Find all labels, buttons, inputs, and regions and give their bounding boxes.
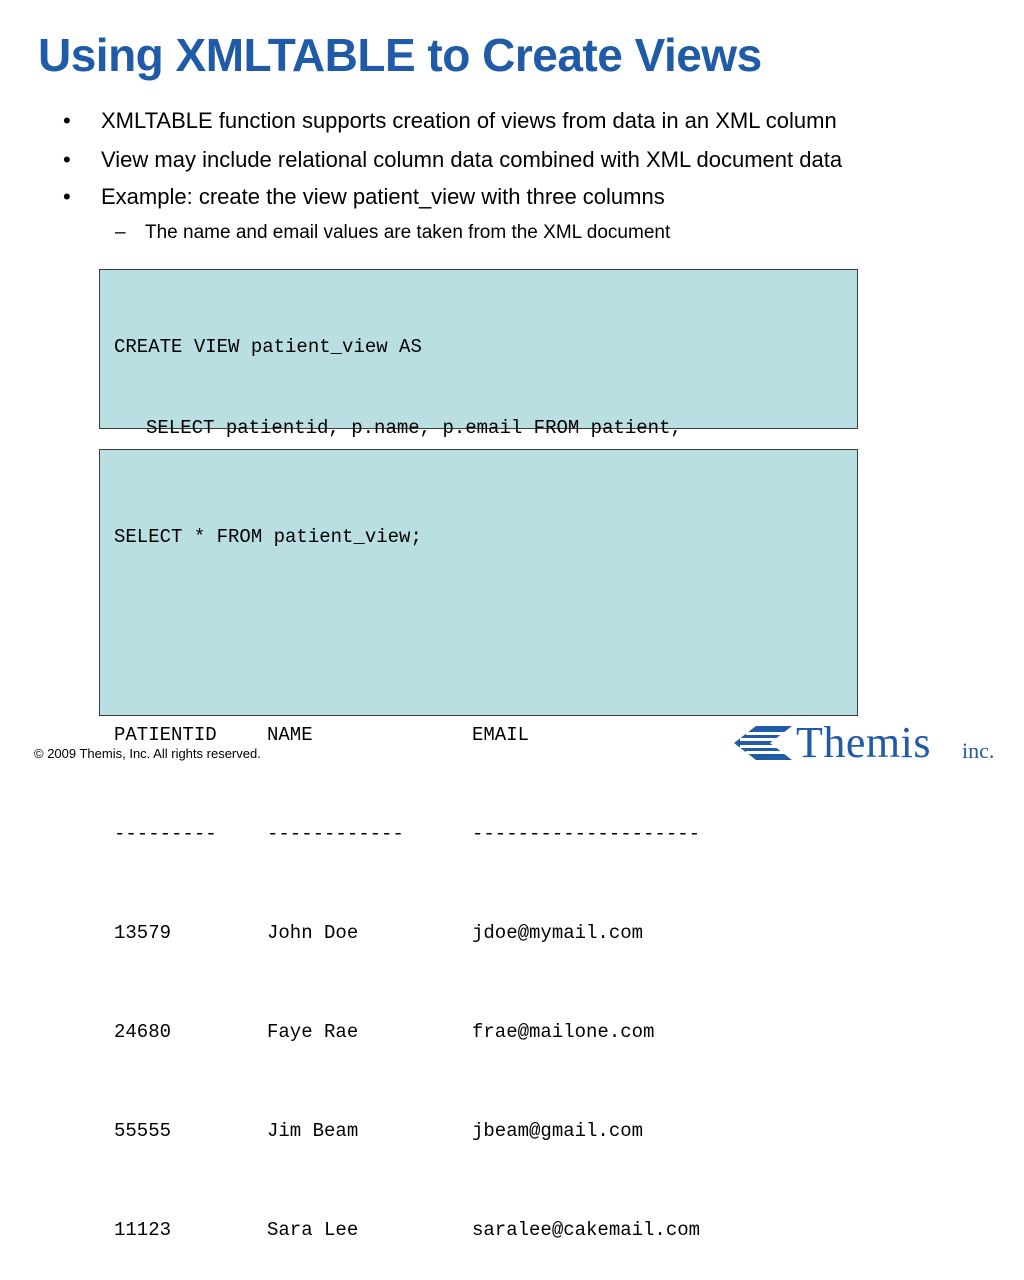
cell-email: jdoe@mymail.com [472,922,644,944]
result-separator-row [114,818,857,851]
copyright-footer: © 2009 Themis, Inc. All rights reserved. [34,746,261,761]
sub-bullet-glyph: – [115,222,126,243]
cell-patientid: 11123 [114,1219,172,1241]
header-name: NAME [267,724,313,746]
cell-name: Sara Lee [267,1219,359,1241]
themis-arrow-logo-icon [734,726,792,760]
bullet-text: Example: create the view patient_view with three columns [101,184,665,209]
bullet-text: View may include relational column data combined with XML document data [101,147,843,172]
bullet-item [63,146,842,174]
code-line: CREATE VIEW patient_view AS [114,335,422,358]
sub-bullet-item [115,221,670,245]
cell-patientid: 24680 [114,1021,172,1043]
header-patientid: PATIENTID [114,724,217,746]
bullet-glyph: • [63,108,71,133]
cell-email: saralee@cakemail.com [472,1219,701,1241]
result-row [114,1016,857,1049]
sub-bullet-text: The name and email values are taken from the XML document [145,222,671,243]
separator-cell: --------- [114,823,217,845]
bullet-item [63,107,837,135]
result-row [114,1115,857,1148]
cell-patientid: 55555 [114,1120,172,1142]
bullet-glyph: • [63,184,71,209]
separator-cell: -------------------- [472,823,701,845]
create-view-code-block [99,269,858,440]
cell-name: Faye Rae [267,1021,359,1043]
bullet-item [63,183,665,211]
logo-wordmark: Themis [796,718,931,767]
result-row [114,917,857,950]
code-line: SELECT patientid, p.name, p.email FROM patient, [146,417,682,440]
bullet-glyph: • [63,147,71,172]
header-email: EMAIL [472,724,530,746]
cell-email: jbeam@gmail.com [472,1120,644,1142]
cell-name: John Doe [267,922,359,944]
query-line: SELECT * FROM patient_view; [114,526,422,548]
logo-suffix: inc. [962,738,995,763]
cell-name: Jim Beam [267,1120,359,1142]
slide-title: Using XMLTABLE to Create Views [38,29,762,81]
cell-email: frae@mailone.com [472,1021,655,1043]
separator-cell: ------------ [267,823,404,845]
result-row [114,1214,857,1247]
cell-patientid: 13579 [114,922,172,944]
blank-line [114,620,857,653]
themis-logo [734,718,1014,767]
bullet-text: XMLTABLE function supports creation of views from data in an XML column [101,108,837,133]
